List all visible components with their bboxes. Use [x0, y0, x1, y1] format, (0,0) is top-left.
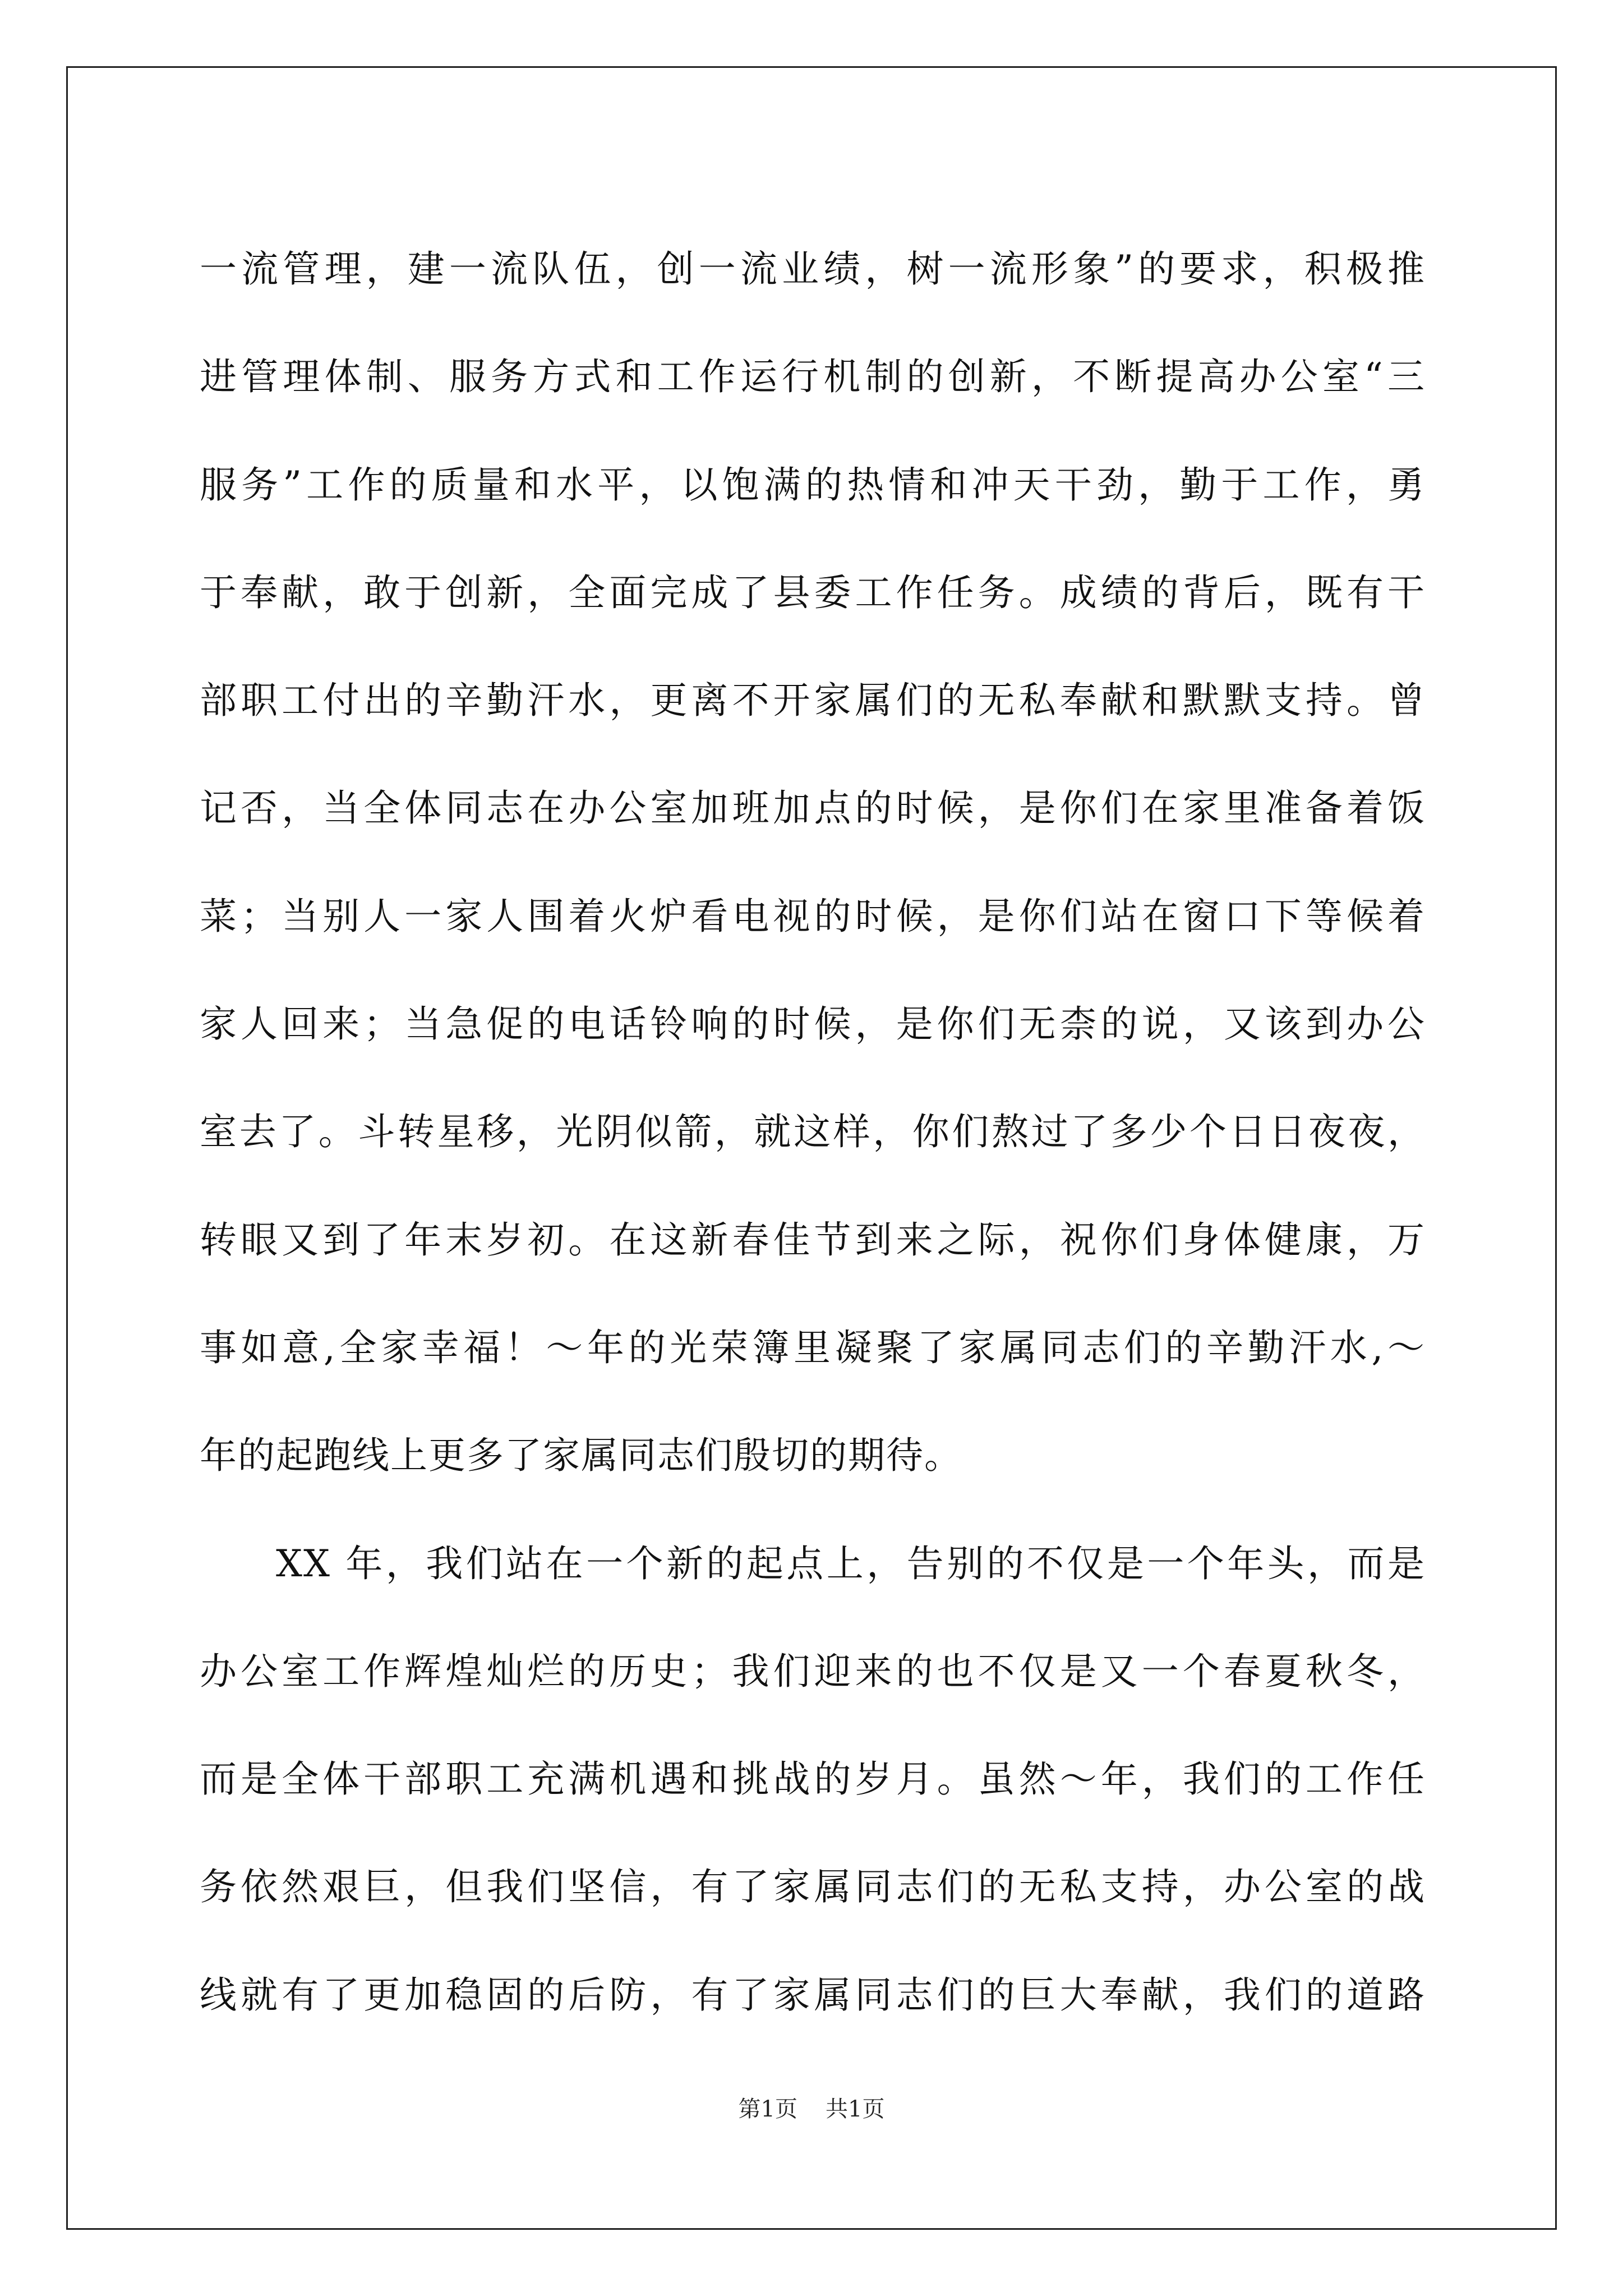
document-body — [200, 215, 1426, 2049]
text-line: 办公室工作辉煌灿烂的历史；我们迎来的也不仅是又一个春夏秋冬， — [200, 1649, 1426, 1693]
text-line: 室去了。斗转星移，光阴似箭，就这样，你们熬过了多少个日日夜夜， — [200, 1110, 1426, 1154]
text-line: 年的起跑线上更多了家属同志们殷切的期待。 — [200, 1434, 962, 1478]
text-line: 转眼又到了年末岁初。在这新春佳节到来之际，祝你们身体健康，万 — [200, 1218, 1426, 1262]
text-line: 事如意,全家幸福！～年的光荣簿里凝聚了家属同志们的辛勤汗水,～ — [200, 1326, 1426, 1369]
text-line: 服务”工作的质量和水平，以饱满的热情和冲天干劲，勤于工作，勇 — [200, 463, 1426, 507]
text-line: 家人回来；当急促的电话铃响的时候，是你们无柰的说，又该到办公 — [200, 1002, 1426, 1046]
page-footer — [0, 2091, 1623, 2123]
text-line: 菜；当别人一家人围着火炉看电视的时候，是你们站在窗口下等候着 — [200, 894, 1426, 938]
page-number-current: 第1页 — [738, 2096, 797, 2122]
text-line: 线就有了更加稳固的后防，有了家属同志们的巨大奉献，我们的道路 — [200, 1973, 1426, 2017]
page-number-total: 共1页 — [826, 2096, 885, 2122]
text-line: 进管理体制、服务方式和工作运行机制的创新，不断提高办公室“三 — [200, 355, 1426, 399]
text-line: XX 年，我们站在一个新的起点上，告别的不仅是一个年头，而是 — [276, 1542, 1426, 1585]
text-line: 务依然艰巨，但我们坚信，有了家属同志们的无私支持，办公室的战 — [200, 1865, 1426, 1909]
text-line: 一流管理，建一流队伍，创一流业绩，树一流形象”的要求，积极推 — [200, 247, 1426, 291]
text-line: 于奉献，敢于创新，全面完成了县委工作任务。成绩的背后，既有干 — [200, 570, 1426, 614]
text-line: 而是全体干部职工充满机遇和挑战的岁月。虽然～年，我们的工作任 — [200, 1757, 1426, 1801]
text-line: 部职工付出的辛勤汗水，更离不开家属们的无私奉献和默默支持。曾 — [200, 679, 1426, 723]
text-line: 记否，当全体同志在办公室加班加点的时候，是你们在家里准备着饭 — [200, 786, 1426, 830]
